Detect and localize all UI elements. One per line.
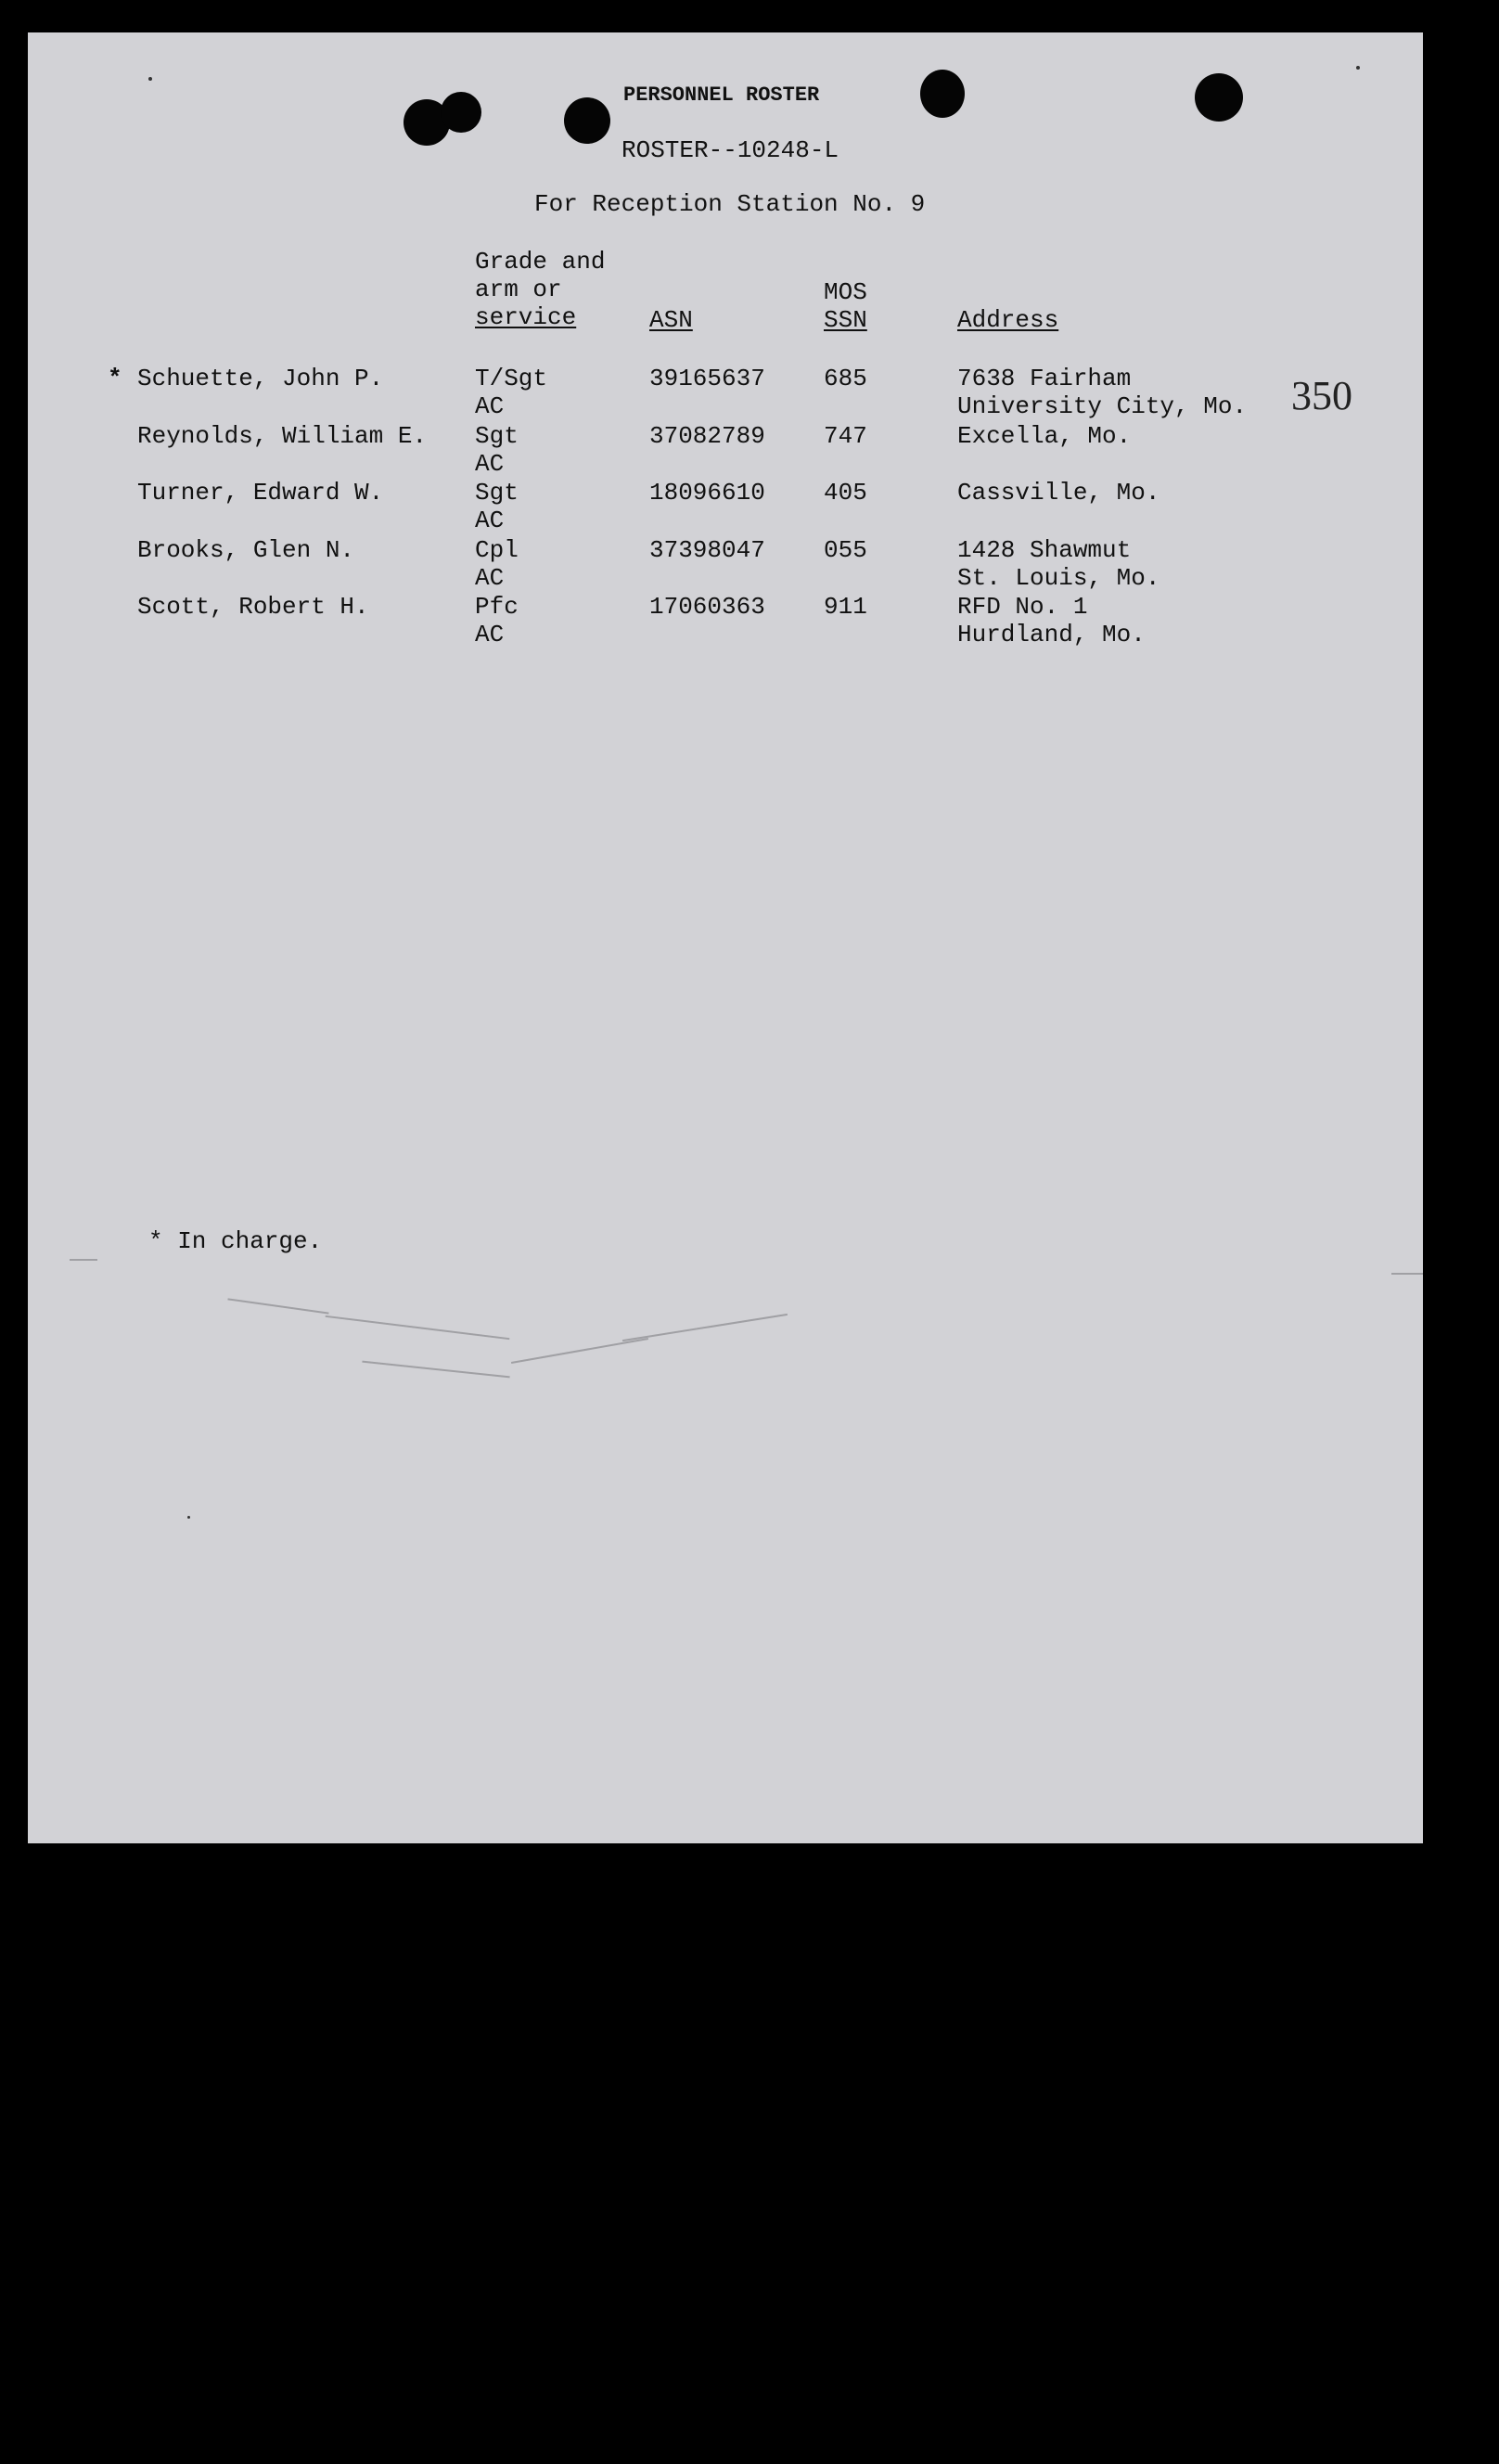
row-arm: AC bbox=[475, 564, 505, 592]
row-name: Schuette, John P. bbox=[137, 365, 384, 392]
row-asn: 39165637 bbox=[649, 365, 765, 392]
row-address-line1: Excella, Mo. bbox=[957, 422, 1132, 450]
row-asn: 37082789 bbox=[649, 422, 765, 450]
row-grade: Sgt bbox=[475, 422, 519, 450]
footnote: * In charge. bbox=[148, 1227, 323, 1255]
row-grade: Sgt bbox=[475, 479, 519, 507]
column-header-mos: MOS bbox=[824, 278, 867, 306]
speck bbox=[187, 1516, 190, 1519]
page-number: 350 bbox=[1291, 373, 1352, 418]
row-ssn: 055 bbox=[824, 536, 867, 564]
crease-mark bbox=[362, 1361, 509, 1379]
row-asn: 18096610 bbox=[649, 479, 765, 507]
row-address-line2: St. Louis, Mo. bbox=[957, 564, 1160, 592]
row-asn: 17060363 bbox=[649, 593, 765, 621]
punch-hole bbox=[441, 92, 481, 133]
crease-mark bbox=[227, 1298, 328, 1314]
column-header-grade-line3: service bbox=[475, 303, 577, 331]
crease-mark bbox=[70, 1259, 97, 1261]
row-arm: AC bbox=[475, 621, 505, 648]
crease-mark bbox=[1391, 1273, 1423, 1275]
row-name: Reynolds, William E. bbox=[137, 422, 428, 450]
row-ssn: 685 bbox=[824, 365, 867, 392]
punch-hole bbox=[920, 70, 965, 118]
speck bbox=[148, 77, 152, 81]
row-name: Brooks, Glen N. bbox=[137, 536, 355, 564]
row-arm: AC bbox=[475, 450, 505, 478]
row-grade: T/Sgt bbox=[475, 365, 548, 392]
row-ssn: 911 bbox=[824, 593, 867, 621]
row-address-line1: 1428 Shawmut bbox=[957, 536, 1132, 564]
row-arm: AC bbox=[475, 507, 505, 534]
crease-mark bbox=[622, 1314, 788, 1341]
punch-hole bbox=[564, 97, 610, 144]
row-address-line1: 7638 Fairham bbox=[957, 365, 1132, 392]
row-name: Scott, Robert H. bbox=[137, 593, 369, 621]
row-ssn: 405 bbox=[824, 479, 867, 507]
document-title: PERSONNEL ROSTER bbox=[623, 83, 820, 107]
row-address-line1: Cassville, Mo. bbox=[957, 479, 1160, 507]
in-charge-mark: * bbox=[108, 365, 122, 392]
crease-mark bbox=[511, 1338, 648, 1364]
row-address-line1: RFD No. 1 bbox=[957, 593, 1088, 621]
row-name: Turner, Edward W. bbox=[137, 479, 384, 507]
column-header-grade-line1: Grade and bbox=[475, 248, 606, 276]
column-header-grade-line2: arm or bbox=[475, 276, 562, 303]
row-ssn: 747 bbox=[824, 422, 867, 450]
document-page bbox=[28, 32, 1423, 1843]
row-arm: AC bbox=[475, 392, 505, 420]
row-grade: Pfc bbox=[475, 593, 519, 621]
crease-mark bbox=[326, 1315, 510, 1340]
document-subtitle: For Reception Station No. 9 bbox=[534, 190, 926, 218]
column-header-address: Address bbox=[957, 306, 1059, 334]
row-address-line2: Hurdland, Mo. bbox=[957, 621, 1146, 648]
row-grade: Cpl bbox=[475, 536, 519, 564]
row-address-line2: University City, Mo. bbox=[957, 392, 1248, 420]
column-header-ssn: SSN bbox=[824, 306, 867, 334]
row-asn: 37398047 bbox=[649, 536, 765, 564]
punch-hole bbox=[1195, 73, 1243, 122]
column-header-asn: ASN bbox=[649, 306, 693, 334]
roster-number: ROSTER--10248-L bbox=[621, 136, 839, 164]
speck bbox=[1356, 66, 1360, 70]
